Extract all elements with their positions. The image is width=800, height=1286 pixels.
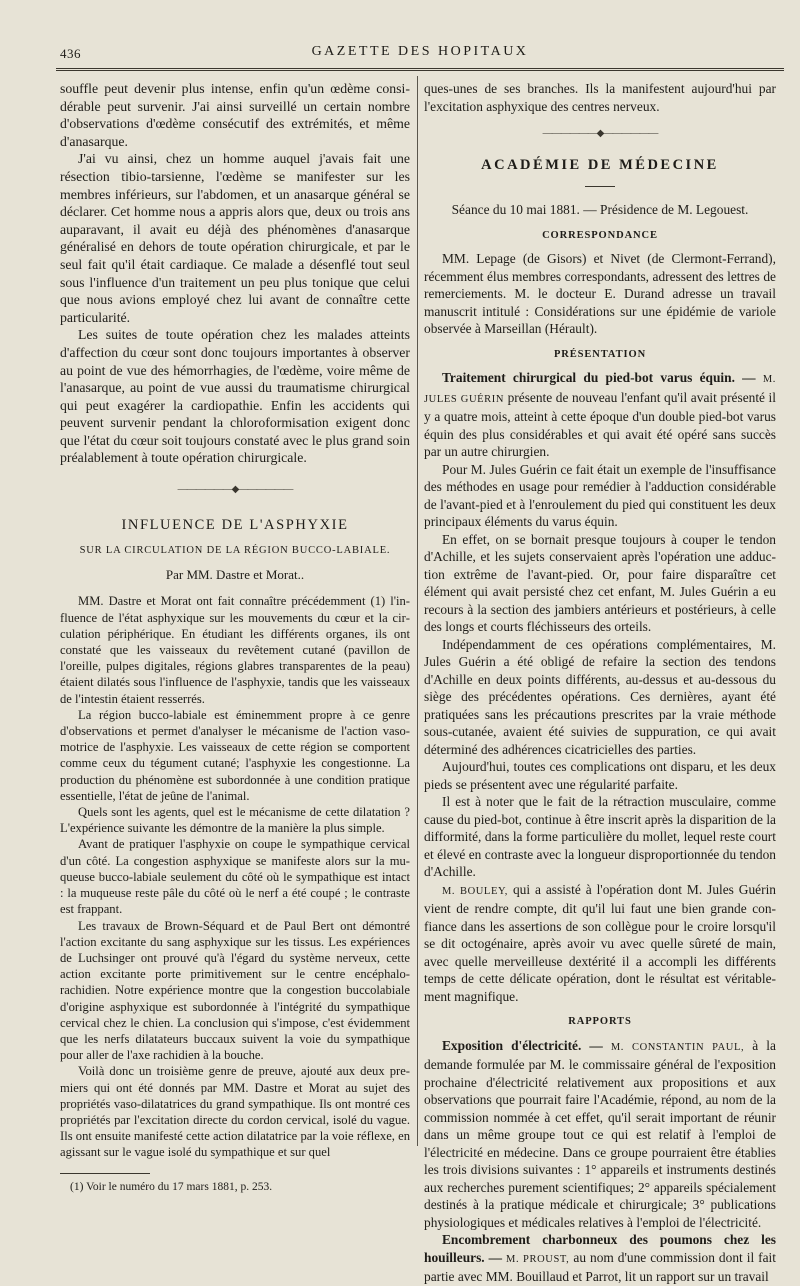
paragraph	[424, 369, 776, 461]
subheading-rapports: RAPPORTS	[568, 1016, 632, 1027]
paragraph: ques-unes de ses branches. Ils la manifestent aujourd'hui par l'excitation asphyxique des centres nerveux.	[424, 81, 776, 114]
article-title: INFLUENCE DE L'ASPHYXIE	[121, 516, 349, 533]
subheading-presentation: PRÉSENTATION	[553, 348, 647, 360]
paragraph: En effet, on se bornait presque toujours à couper le tendon d'Achille, et les sujets conservaient après l'opération une adduction extrême de l'avant-pied. Or, pour faire disparaître cet élément qui avait persisté chez cet enfant, M. Jules Guérin a eu recours à la section des jambiers antérieurs et postérieurs, à celle des longs et courts fléchisseurs des orteils.	[424, 531, 776, 634]
paragraph: MM. Dastre et Morat ont fait connaître précédemment (1) l'influence de l'état asphyxique sur les mouvements du cœur et la circulation périphérique. En étudiant les différents organes, ils ont constaté que les vaisseaux du revêtement cutané (pavillon de l'oreille, pulpes digitales, régions glabres transparentes de la peau) étaient dilatés sous l'influence de l'asphyxie, tandis que les vaisseaux de l'intestin étaient resserrés.	[60, 594, 410, 706]
paragraph: Pour M. Jules Guérin ce fait était un exemple de l'insuffisance des méthodes en usage pour remédier à l'adduction considérable de l'avant-pied et à l'enroulement du pied qui constituent les deux principaux éléments du varus équin.	[424, 461, 776, 529]
paragraph: La région bucco-labiale est éminemment propre à ce genre d'observations et permet d'analyser le mécanisme de l'action vasomotrice de l'asphyxie. Les vaisseaux de cette région se comportent comme ceux du tégument cutané; l'asphyxie les congestionne. La production du phénomène est subordonnée à une condition pratique essentielle, l'état de jeûne de l'animal.	[60, 707, 410, 803]
short-rule	[585, 186, 615, 187]
right-column	[424, 80, 776, 1286]
paragraph: Voilà donc un troisième genre de preuve, ajouté aux deux premiers qui ont été donnés par MM. Dastre et Morat au sujet des propriétés vaso-dilatatrices du grand sympathique. Ils ont montré ces propriétés par l'excitation directe du cordon cervical, isolé du vague. Ils ont ensuite manifesté cette action dilatatrice par la voie réflexe, en agissant sur le vague isolé du sympathique et sur quel	[60, 1064, 410, 1160]
paragraph: Quels sont les agents, quel est le mécanisme de cette dilatation ? L'expérience suivante les démontre de la manière la plus simple.	[60, 805, 410, 836]
paragraph: Aujourd'hui, toutes ces complications ont disparu, et les deux pieds se présentent avec une régularité parfaite.	[424, 759, 776, 792]
topic-title: Exposition d'électricité. —	[442, 1037, 603, 1053]
speaker-name: M. CONSTANTIN PAUL,	[610, 1041, 745, 1053]
journal-title: GAZETTE DES HOPITAUX	[311, 44, 529, 59]
section-title: ACADÉMIE DE MÉDECINE	[481, 156, 719, 173]
article-body	[60, 593, 410, 1160]
topic-title: Traitement chirurgical du pied-bot varus équin. —	[442, 370, 756, 385]
paragraph: J'ai vu ainsi, chez un homme auquel j'avais fait une résection tibio-tarsienne, l'œdème se manifester sur les membres inférieurs, sur l'abdomen, et un anasarque général se déclarer. Cet homme nous a appris alors que, deux ou trois ans auparavant, il avait eu déjà des phénomènes d'anasarque généralisé en dehors de toute opération chirurgicale, et par le seul fait qu'il était cardiaque. Ce malade a désenflé tout seul sous l'influence d'un traitement un peu plus tonique que celui que nous avions employé chez lui avant de connaître cette particularité.	[60, 151, 410, 325]
paragraph: Les travaux de Brown-Séquard et de Paul Bert ont démontré l'action excitante du sang asphyxique sur les tissus. Les expériences de Luchsinger ont prouvé qu'à l'égard du système nerveux, cette action excitante porte primitivement sur le centre encéphalorachidien. Notre expérience montre que la congestion buccolabiale d'origine asphyxique est subordonnée à l'intégrité du sympathique cervical chez le chien. La conclusion qui s'impose, c'est évidemment que les nerfs dilatateurs buccaux suivent la voie du sympathique pour aller de l'axe rachidien à la bouche.	[60, 918, 410, 1063]
paragraph: Il est à noter que le fait de la rétraction musculaire, comme cause du pied-bot, continue à être inscrit après la disparition de la difformité, dans la forme particulière du mollet, lequel reste court et élevé en contraste avec la longueur disproportionnée du tendon d'Achille.	[424, 794, 776, 879]
left-column	[60, 80, 410, 1195]
speaker-name: M. PROUST,	[506, 1253, 570, 1265]
header-rule	[56, 68, 784, 71]
footnote-rule	[60, 1173, 150, 1174]
subheading-correspondance: CORRESPONDANCE	[542, 229, 658, 241]
speaker-name: M. BOULEY,	[442, 885, 509, 897]
speaker-name: M. JULES GUÉRIN	[424, 374, 776, 405]
paragraph: souffle peut devenir plus intense, enfin qu'un œdème considérable peut survenir. J'ai ainsi surveillé un certain nombre d'observations d'œdème consécutif des extrémités, et même d'anasarque.	[60, 81, 410, 149]
session-line: Séance du 10 mai 1881. — Présidence de M. Legouest.	[451, 202, 749, 217]
paragraph	[424, 881, 776, 1006]
topic-title: Encombrement charbonneux des poumons chez les houilleurs. —	[424, 1232, 776, 1265]
paragraph: Les suites de toute opération chez les malades atteints d'affection du cœur sont donc toujours importantes à observer au point de vue des hémorrhagies, de l'œdème, voire même de l'anasarque, au point de vue aussi du traumatisme chirurgical qui peut exagérer la cardiopathie. Enfin les accidents qui peuvent survenir pendant la chloroformisation exigent donc que l'état du cœur soit toujours constaté avec le plus grand soin préalablement à toute opération chirurgicale.	[60, 327, 410, 466]
paragraph: Avant de pratiquer l'asphyxie on coupe le sympathique cervical d'un côté. La congestion asphyxique se manifeste alors sur la muqueuse bucco-labiale seulement du côté où le sympathique est intact : la muqueuse reste pâle du côté où le nerf a été coupé ; le contraste est frappant.	[60, 837, 410, 917]
page-number: 436	[60, 46, 81, 61]
paragraph: MM. Lepage (de Gisors) et Nivet (de Clermont-Ferrand), récemment élus membres correspondants, adressent des lettres de remerciements. M. le docteur E. Durand adresse un travail manuscrit intitulé : Considérations sur une épidémie de variole observée à Marseillan (Hérault).	[424, 251, 776, 336]
paragraph	[424, 1231, 776, 1286]
paragraph-text: qui a assisté à l'opération dont M. Jules Guérin vient de rendre compte, dit qu'il lui faut une bien grande confiance dans les assertions de son collègue pour le croire lorsqu'il se dit octogénaire, après avoir vu avec quelle sûreté de main, avec quelle merveilleuse dextérité il a accompli les différents temps de cette délicate opération, dont le résultat est véritablement magnifique.	[424, 881, 776, 1004]
section-ornament: ——————◆——————	[542, 128, 658, 139]
paragraph-text: au nom d'une commission dont il fait partie avec MM. Bouillaud et Parrot, lit un rapport sur un travail	[424, 1249, 776, 1284]
paragraph-text: à la demande formulée par M. le commissaire général de l'exposition prochaine d'électricité relativement aux propositions et aux observations que pourrait faire l'Académie, répond, au nom de la commission nommée à cet effet, qu'il serait important de réunir dans un même groupe tout ce qui est relatif à l'emploi de l'électricité en médecine. Dans ce groupe pourraient être établies les trois divisions suivantes : 1° appareils et instruments destinés aux recherches purement scientifiques; 2° appareils spécialement destinés à la pratique médicale et chirurgicale; 3° publications physiologiques et médicales relatives à l'emploi de l'électricité.	[424, 1037, 776, 1230]
paragraph: Indépendamment de ces opérations complémentaires, M. Jules Guérin a été obligé de refaire la section des tendons d'Achille en deux points différents, au-dessus et au-dessous du siège des précédentes opérations. Ces dernières, ayant été pratiquées sans les précautions prescrites par la vraie méthode sous-cutanée, avaient été suivies de suppuration, ce qui avait déterminé des adhérences cicatricielles des parties.	[424, 636, 776, 757]
section-ornament: ——————◆——————	[177, 484, 293, 496]
article-authors: Par MM. Dastre et Morat..	[165, 566, 305, 582]
article-subtitle: SUR LA CIRCULATION DE LA RÉGION BUCCO-LABIALE.	[79, 545, 391, 557]
paragraph-text: présente de nouveau l'enfant qu'il avait présenté il y a quatre mois, atteint à cette époque d'un double pied-bot varus équin des plus considérables et qui avait été opéré sans succès par un autre chirurgien.	[424, 389, 776, 459]
paragraph	[424, 1037, 776, 1232]
page-header	[56, 40, 784, 62]
footnote: (1) Voir le numéro du 17 mars 1881, p. 253.	[70, 1180, 273, 1193]
column-divider	[417, 76, 418, 1146]
